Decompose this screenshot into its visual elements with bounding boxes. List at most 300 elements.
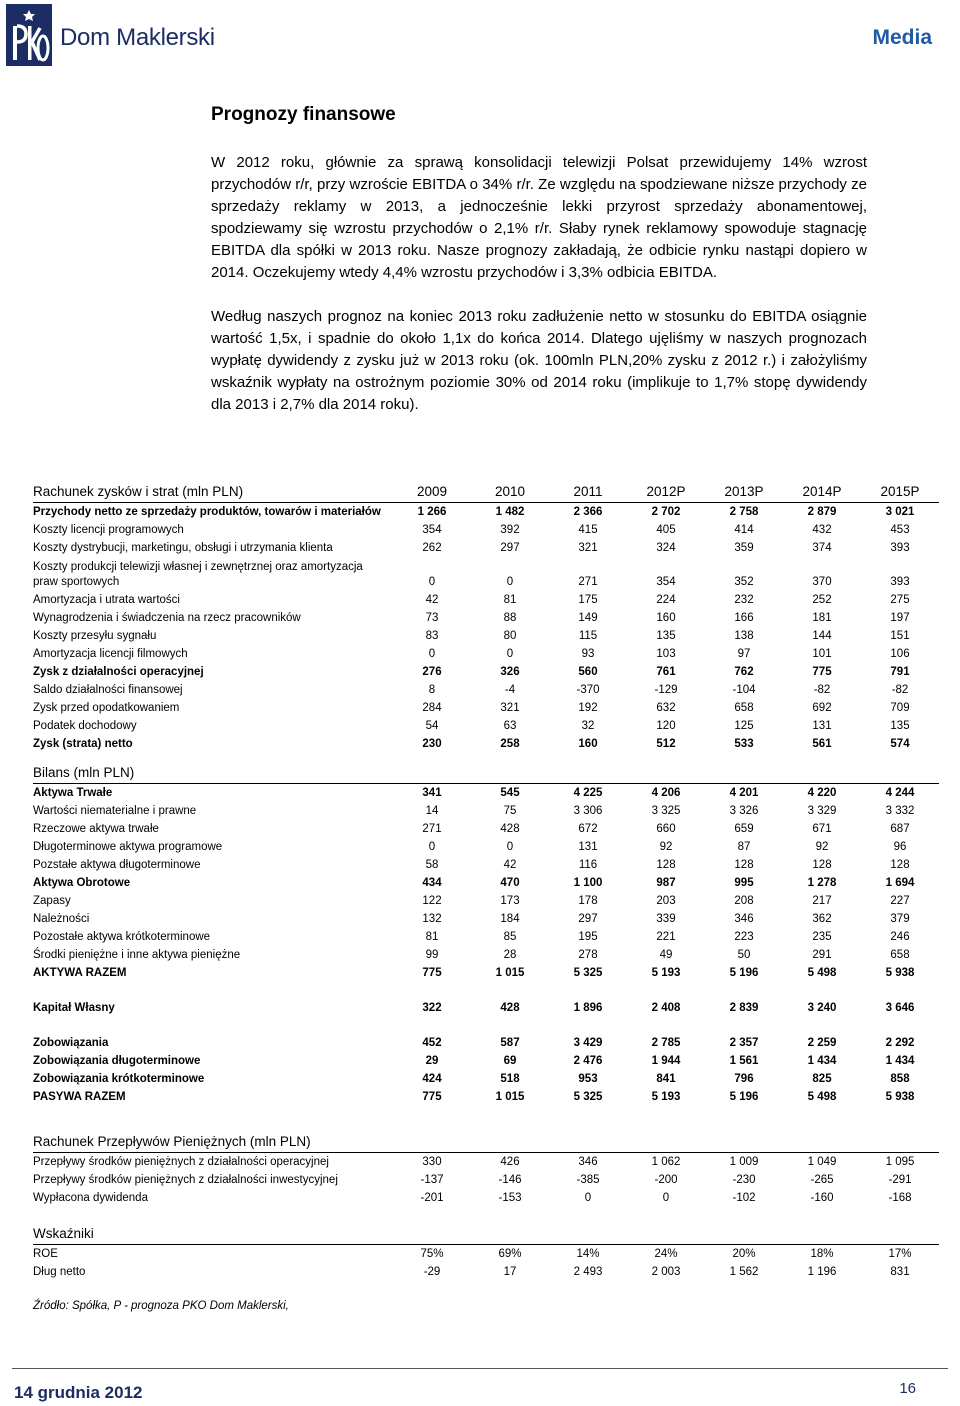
row-value: 166 (734, 612, 754, 624)
row-value: 2 785 (651, 1037, 681, 1049)
row-value: 1 062 (651, 1156, 681, 1168)
row-value: 324 (656, 542, 676, 554)
row-value: 0 (506, 841, 514, 853)
row-value: 0 (662, 1192, 670, 1204)
row-value: 709 (890, 702, 910, 714)
row-value: 587 (500, 1037, 520, 1049)
row-value: -146 (498, 1174, 522, 1186)
table-row (33, 717, 939, 735)
row-label: Amortyzacja licencji filmowych (33, 648, 188, 660)
row-value: 326 (500, 666, 520, 678)
row-value: 138 (734, 630, 754, 642)
row-value: 2 702 (651, 506, 681, 518)
row-value: -82 (891, 684, 909, 696)
row-value: 341 (422, 787, 442, 799)
row-value: 197 (890, 612, 910, 624)
year-header (393, 1130, 471, 1153)
row-label: Rzeczowe aktywa trwałe (33, 823, 159, 835)
row-value: 5 325 (573, 967, 603, 979)
row-label: Koszty produkcji telewizji własnej i zewnętrznej oraz amortyzacja (33, 561, 363, 573)
row-value (549, 557, 627, 573)
row-label: Zysk przed opodatkowaniem (33, 702, 180, 714)
ratios-body (33, 1222, 939, 1281)
row-value: 354 (422, 524, 442, 536)
row-value: 3 329 (807, 805, 837, 817)
row-value: 470 (500, 877, 520, 889)
row-value: 452 (422, 1037, 442, 1049)
row-value: 14% (576, 1248, 600, 1260)
row-value: 1 434 (885, 1055, 915, 1067)
row-value: 346 (734, 913, 754, 925)
row-value: 115 (578, 630, 598, 642)
row-value: -291 (888, 1174, 912, 1186)
source-note: Źródło: Spółka, P - prognoza PKO Dom Maklerski, (33, 1300, 289, 1312)
row-value: 5 498 (807, 967, 837, 979)
table-row (33, 838, 939, 856)
row-value: -104 (732, 684, 756, 696)
row-value: 160 (656, 612, 676, 624)
year-header: 2014P (783, 480, 861, 503)
row-value: 428 (500, 1002, 520, 1014)
row-value: 42 (425, 594, 439, 606)
table-row (33, 1189, 939, 1207)
row-label: Aktywa Obrotowe (33, 877, 131, 889)
row-value: 232 (734, 594, 754, 606)
row-value: 92 (659, 841, 673, 853)
row-label: Przepływy środków pieniężnych z działalności operacyjnej (33, 1156, 329, 1168)
row-value: 3 332 (885, 805, 915, 817)
table-title: Rachunek Przepływów Pieniężnych (mln PLN) (33, 1130, 393, 1153)
row-value: 160 (578, 738, 598, 750)
row-value: 405 (656, 524, 676, 536)
table-row (33, 609, 939, 627)
year-header: 2015P (861, 480, 939, 503)
row-value: 1 015 (495, 967, 525, 979)
row-value: 14 (425, 805, 439, 817)
row-value: 2 003 (651, 1266, 681, 1278)
row-value: 54 (425, 720, 439, 732)
row-value: 3 325 (651, 805, 681, 817)
table-row (33, 573, 939, 591)
row-value: 2 476 (573, 1055, 603, 1067)
row-value: 88 (503, 612, 517, 624)
row-value: 426 (500, 1156, 520, 1168)
table-row (33, 999, 939, 1017)
row-label: Kapitał Własny (33, 1002, 115, 1014)
row-value: 3 326 (729, 805, 759, 817)
row-value: 17 (503, 1266, 517, 1278)
footer-divider (12, 1368, 948, 1369)
table-row (33, 964, 939, 982)
row-label: PASYWA RAZEM (33, 1091, 126, 1103)
row-value: 83 (425, 630, 439, 642)
table-row (33, 1171, 939, 1189)
row-label: ROE (33, 1248, 58, 1260)
row-value: 1 434 (807, 1055, 837, 1067)
table-header-row (33, 761, 939, 784)
row-value: 120 (656, 720, 676, 732)
row-value: 545 (500, 787, 520, 799)
row-value: 230 (422, 738, 442, 750)
row-value: 69% (498, 1248, 522, 1260)
row-value: 17% (888, 1248, 912, 1260)
table-row (33, 735, 939, 753)
page-heading: Prognozy finansowe (211, 104, 396, 125)
footer-date: 14 grudnia 2012 (14, 1383, 143, 1402)
row-value: 131 (578, 841, 598, 853)
row-value: 330 (422, 1156, 442, 1168)
row-value: 2 879 (807, 506, 837, 518)
row-value: 93 (581, 648, 595, 660)
row-value: 2 366 (573, 506, 603, 518)
row-value: 392 (500, 524, 520, 536)
row-value: 393 (890, 576, 910, 588)
row-value: 4 206 (651, 787, 681, 799)
row-value: 217 (812, 895, 832, 907)
table-title: Rachunek zysków i strat (mln PLN) (33, 480, 393, 503)
row-value: 291 (812, 949, 832, 961)
row-value: -137 (420, 1174, 444, 1186)
table-row (33, 910, 939, 928)
row-value: 692 (812, 702, 832, 714)
row-value: 2 758 (729, 506, 759, 518)
row-value: 346 (578, 1156, 598, 1168)
row-value: 151 (890, 630, 910, 642)
row-value: 1 482 (495, 506, 525, 518)
row-value: 791 (890, 666, 910, 678)
row-value: 775 (812, 666, 832, 678)
row-value: 1 049 (807, 1156, 837, 1168)
row-label: Wartości niematerialne i prawne (33, 805, 197, 817)
row-label: Zobowiązania (33, 1037, 109, 1049)
page-number: 16 (899, 1380, 916, 1397)
row-value: 0 (428, 648, 436, 660)
row-value: -4 (504, 684, 516, 696)
row-value: 512 (656, 738, 676, 750)
row-value: 3 021 (885, 506, 915, 518)
row-value: 761 (656, 666, 676, 678)
year-header (549, 761, 627, 784)
row-value: 235 (812, 931, 832, 943)
row-value: 144 (812, 630, 832, 642)
row-value: 4 220 (807, 787, 837, 799)
row-value: 858 (890, 1073, 910, 1085)
table-row (33, 802, 939, 820)
spacer-row (33, 982, 939, 999)
ratios-table (33, 1222, 939, 1281)
row-value: 2 493 (573, 1266, 603, 1278)
row-value: 149 (578, 612, 598, 624)
row-value: 359 (734, 542, 754, 554)
year-header (783, 1130, 861, 1153)
row-value: 132 (422, 913, 442, 925)
row-value: 1 266 (417, 506, 447, 518)
row-value: -82 (813, 684, 831, 696)
row-label: Zobowiązania długoterminowe (33, 1055, 201, 1067)
cashflow-body (33, 1130, 939, 1207)
row-value: 574 (890, 738, 910, 750)
year-header: 2010 (471, 480, 549, 503)
table-row (33, 1070, 939, 1088)
row-value: 128 (812, 859, 832, 871)
year-header (393, 1222, 471, 1245)
row-value: 0 (506, 576, 514, 588)
year-header (549, 1130, 627, 1153)
table-row (33, 1153, 939, 1172)
row-label: Amortyzacja i utrata wartości (33, 594, 180, 606)
row-value: 223 (734, 931, 754, 943)
row-value: 0 (428, 841, 436, 853)
row-value: 125 (734, 720, 754, 732)
row-value: 284 (422, 702, 442, 714)
row-value: 0 (428, 576, 436, 588)
row-value: 1 944 (651, 1055, 681, 1067)
row-value: 841 (656, 1073, 676, 1085)
row-value: 533 (734, 738, 754, 750)
row-value: 393 (890, 542, 910, 554)
income-statement-table (33, 480, 939, 753)
row-value: 75 (503, 805, 517, 817)
row-value: 97 (737, 648, 751, 660)
table-row (33, 663, 939, 681)
row-value: 561 (812, 738, 832, 750)
row-label: Saldo działalności finansowej (33, 684, 183, 696)
year-header (705, 1130, 783, 1153)
row-value: 518 (500, 1073, 520, 1085)
row-label: Wypłacona dywidenda (33, 1192, 148, 1204)
row-value: 28 (503, 949, 517, 961)
row-value: 424 (422, 1073, 442, 1085)
row-value: 99 (425, 949, 439, 961)
row-label: praw sportowych (33, 576, 120, 588)
row-value: 128 (734, 859, 754, 871)
row-value: 1 196 (807, 1266, 837, 1278)
row-value: 2 357 (729, 1037, 759, 1049)
row-label: Przepływy środków pieniężnych z działalności inwestycyjnej (33, 1174, 338, 1186)
row-value: 2 292 (885, 1037, 915, 1049)
row-label: Zobowiązania krótkoterminowe (33, 1073, 205, 1085)
row-value: 352 (734, 576, 754, 588)
row-value: 1 278 (807, 877, 837, 889)
row-value: 825 (812, 1073, 832, 1085)
row-value: 103 (656, 648, 676, 660)
year-header (627, 1130, 705, 1153)
row-value: 434 (422, 877, 442, 889)
row-value: -153 (498, 1192, 522, 1204)
row-value: 0 (584, 1192, 592, 1204)
row-value: 658 (734, 702, 754, 714)
table-title: Bilans (mln PLN) (33, 761, 393, 784)
row-value: 1 896 (573, 1002, 603, 1014)
row-value: 20% (732, 1248, 756, 1260)
row-value: -29 (423, 1266, 441, 1278)
row-value: 2 408 (651, 1002, 681, 1014)
row-value: 1 561 (729, 1055, 759, 1067)
row-value: -201 (420, 1192, 444, 1204)
year-header (705, 1222, 783, 1245)
row-value: 128 (890, 859, 910, 871)
table-row (33, 645, 939, 663)
row-value: 92 (815, 841, 829, 853)
row-value: 175 (578, 594, 598, 606)
row-value: 660 (656, 823, 676, 835)
table-row (33, 699, 939, 717)
row-value: 252 (812, 594, 832, 606)
year-header (861, 761, 939, 784)
row-value: 276 (422, 666, 442, 678)
row-value (783, 557, 861, 573)
row-value: 453 (890, 524, 910, 536)
table-row (33, 627, 939, 645)
row-value: 5 325 (573, 1091, 603, 1103)
row-value: 203 (656, 895, 676, 907)
row-value: 29 (425, 1055, 439, 1067)
row-label: Przychody netto ze sprzedaży produktów, towarów i materiałów (33, 506, 381, 518)
row-label: Zysk z działalności operacyjnej (33, 666, 204, 678)
row-label: Podatek dochodowy (33, 720, 137, 732)
row-value: 379 (890, 913, 910, 925)
table-row (33, 557, 939, 573)
row-value: -385 (576, 1174, 600, 1186)
row-value: 632 (656, 702, 676, 714)
row-value: 5 498 (807, 1091, 837, 1103)
row-value: 775 (422, 967, 442, 979)
year-header (471, 1222, 549, 1245)
row-value: 81 (425, 931, 439, 943)
row-value: 184 (500, 913, 520, 925)
row-value: 1 095 (885, 1156, 915, 1168)
row-value: 762 (734, 666, 754, 678)
row-value: 221 (656, 931, 676, 943)
row-value: 5 193 (651, 1091, 681, 1103)
table-row (33, 503, 939, 522)
row-value (705, 557, 783, 573)
row-value: 192 (578, 702, 598, 714)
row-value: 195 (578, 931, 598, 943)
row-value: 1 009 (729, 1156, 759, 1168)
table-row (33, 856, 939, 874)
row-label: Zapasy (33, 895, 71, 907)
row-value: -370 (576, 684, 600, 696)
table-row (33, 1263, 939, 1281)
row-value: 8 (428, 684, 436, 696)
row-value: -200 (654, 1174, 678, 1186)
spacer-cell (33, 982, 939, 999)
row-value (627, 557, 705, 573)
year-header: 2011 (549, 480, 627, 503)
row-value: 275 (890, 594, 910, 606)
row-label: AKTYWA RAZEM (33, 967, 127, 979)
row-value: 173 (500, 895, 520, 907)
row-value: 321 (578, 542, 598, 554)
row-value: 5 938 (885, 967, 915, 979)
row-label: Pozostałe aktywa krótkoterminowe (33, 931, 211, 943)
table-row (33, 1052, 939, 1070)
row-value: 106 (890, 648, 910, 660)
row-value: 2 839 (729, 1002, 759, 1014)
row-value: 775 (422, 1091, 442, 1103)
cashflow-table (33, 1130, 939, 1207)
row-value: 297 (578, 913, 598, 925)
spacer-cell (33, 1017, 939, 1034)
row-value (861, 557, 939, 573)
row-value: 50 (737, 949, 751, 961)
row-value: 415 (578, 524, 598, 536)
row-label: Należności (33, 913, 90, 925)
row-value: 4 225 (573, 787, 603, 799)
row-value: -168 (888, 1192, 912, 1204)
row-value: 796 (734, 1073, 754, 1085)
table-title: Wskaźniki (33, 1222, 393, 1245)
row-value: 831 (890, 1266, 910, 1278)
year-header: 2012P (627, 480, 705, 503)
row-value: 122 (422, 895, 442, 907)
row-value: 428 (500, 823, 520, 835)
row-value: 24% (654, 1248, 678, 1260)
row-value: 370 (812, 576, 832, 588)
row-value: 658 (890, 949, 910, 961)
paragraph-debt: Według naszych prognoz na koniec 2013 roku zadłużenie netto w stosunku do EBITDA osiągnie wartość 1,5x, i spadnie do około 1,1x do końca 2014. Dlatego ujęliśmy w naszych prognozach wypłatę dywidendy z zysku już w 2013 roku (ok. 100mln PLN,20% zysku z 2012 r.) i założyliśmy wskaźnik wypłaty na ostrożnym poziomie 30% od 2014 roku (implikuje to 1,7% stopę dywidendy dla 2013 i 2,7% dla 2014 roku). (211, 308, 867, 413)
row-value: 560 (578, 666, 598, 678)
table-row (33, 946, 939, 964)
income-body (33, 480, 939, 753)
row-label: Koszty licencji programowych (33, 524, 184, 536)
year-header (783, 761, 861, 784)
table-row (33, 1088, 939, 1106)
row-value: 75% (420, 1248, 444, 1260)
row-value: 1 100 (573, 877, 603, 889)
year-header (783, 1222, 861, 1245)
row-value: 135 (890, 720, 910, 732)
row-value: 414 (734, 524, 754, 536)
year-header (393, 761, 471, 784)
spacer-row (33, 1017, 939, 1034)
row-value: 4 201 (729, 787, 759, 799)
row-value: 85 (503, 931, 517, 943)
table-row (33, 874, 939, 892)
row-value: 271 (578, 576, 598, 588)
row-value: 4 244 (885, 787, 915, 799)
row-label: Długoterminowe aktywa programowe (33, 841, 223, 853)
row-value: 5 196 (729, 1091, 759, 1103)
row-value: -160 (810, 1192, 834, 1204)
row-value (393, 557, 471, 573)
row-value: 2 259 (807, 1037, 837, 1049)
row-value: 178 (578, 895, 598, 907)
row-value: 3 240 (807, 1002, 837, 1014)
row-value: 3 429 (573, 1037, 603, 1049)
year-header (705, 761, 783, 784)
row-value: 135 (656, 630, 676, 642)
row-value: 271 (422, 823, 442, 835)
row-value: 81 (503, 594, 517, 606)
row-value: 5 938 (885, 1091, 915, 1103)
year-header (549, 1222, 627, 1245)
row-value: 69 (503, 1055, 517, 1067)
row-value: 659 (734, 823, 754, 835)
row-value: -102 (732, 1192, 756, 1204)
balance-sheet-table (33, 761, 939, 1106)
row-value: 63 (503, 720, 517, 732)
year-header (471, 761, 549, 784)
row-value: 432 (812, 524, 832, 536)
row-value: 227 (890, 895, 910, 907)
section-title: Media (872, 26, 932, 49)
row-value: 1 015 (495, 1091, 525, 1103)
table-row (33, 1245, 939, 1264)
row-value: 58 (425, 859, 439, 871)
year-header (861, 1130, 939, 1153)
